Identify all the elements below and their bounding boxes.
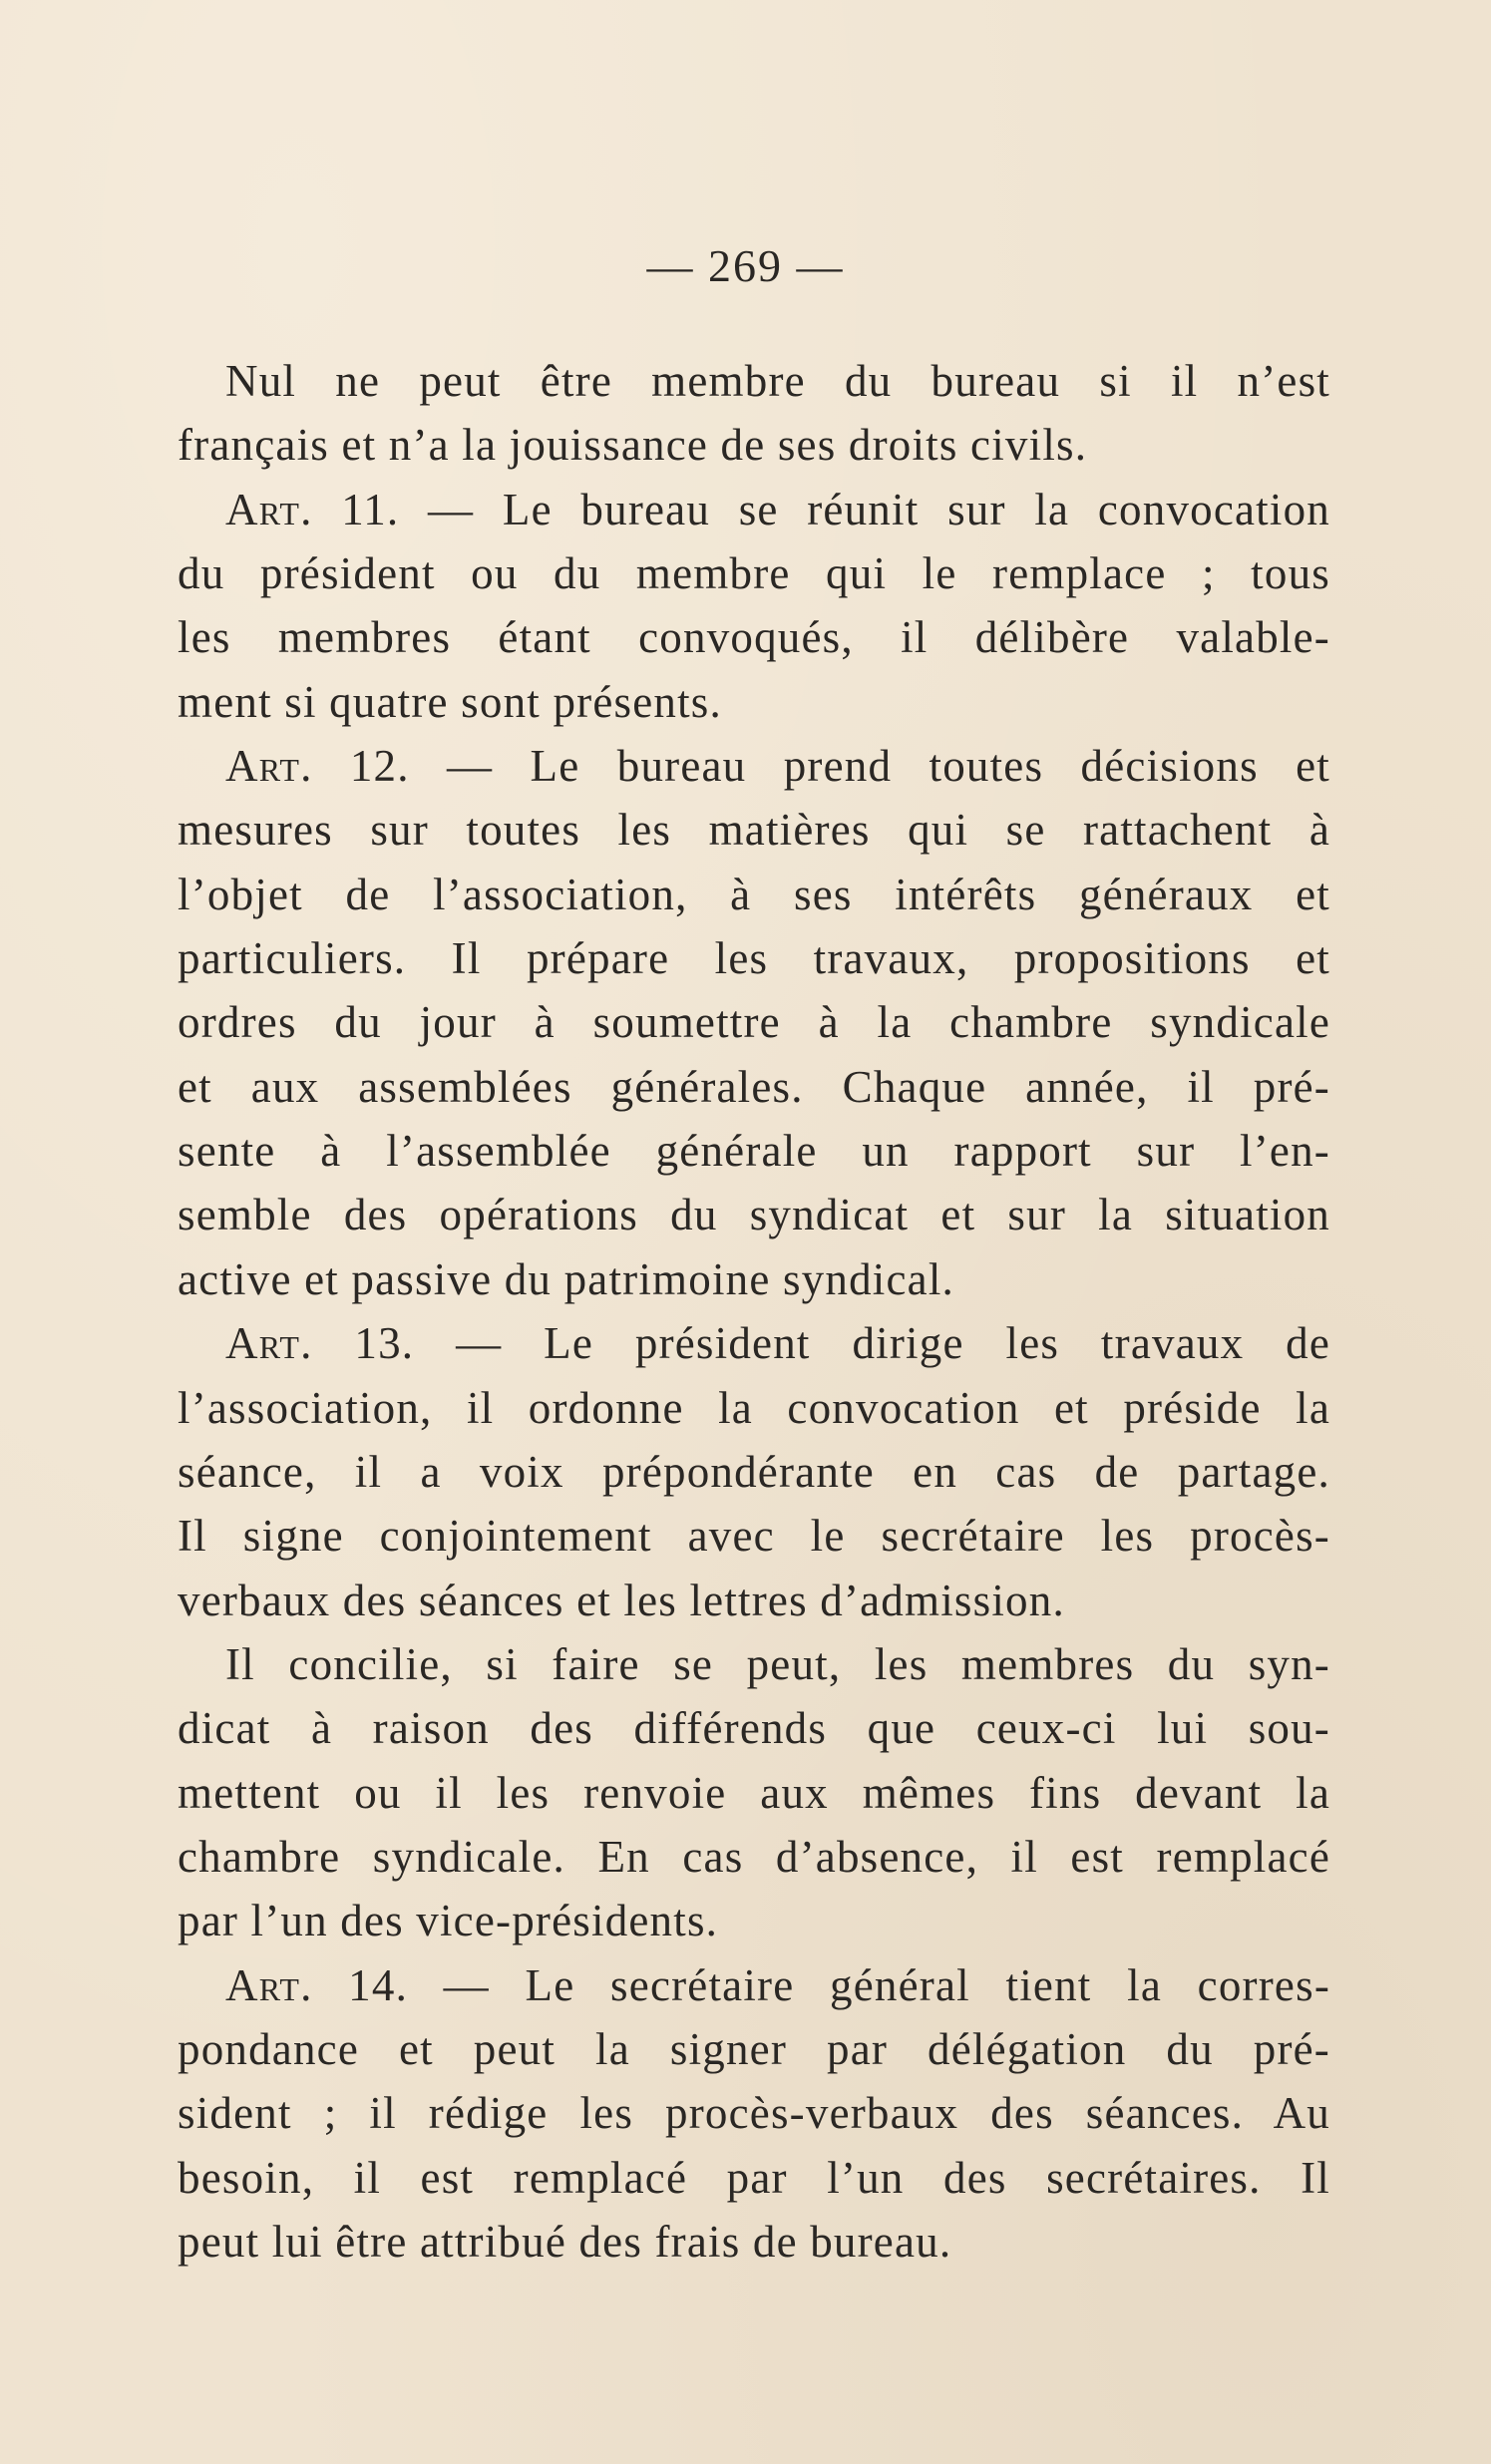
text-line: active et passive du patrimoine syndical. [178, 1253, 954, 1304]
text-line: ordres du jour à soumettre à la chambre syndicale [178, 997, 1330, 1048]
text-line: les membres étant convoqués, il délibère valable- [178, 612, 1330, 663]
text-line: par l’un des vice-présidents. [178, 1896, 719, 1946]
text-line: Il signe conjointement avec le secrétaire les procès- [178, 1511, 1330, 1562]
text-line: du président ou du membre qui le remplace ; tous [178, 548, 1330, 599]
text-line: mettent ou il les renvoie aux mêmes fins devant la [178, 1767, 1330, 1818]
text-line: verbaux des séances et les lettres d’admission. [178, 1575, 1065, 1625]
text-line [178, 1953, 1330, 2017]
text-line: besoin, il est remplacé par l’un des secrétaires. Il [178, 2152, 1330, 2203]
text-line: pondance et peut la signer par délégation du pré- [178, 2023, 1330, 2074]
text-line [178, 734, 1330, 798]
line-text: 11. — Le bureau se réunit sur la convocation [312, 484, 1330, 534]
line-text: 14. — Le secrétaire général tient la corres- [312, 1959, 1330, 2010]
text-line: mesures sur toutes les matières qui se rattachent à [178, 805, 1330, 856]
text-line [178, 1311, 1330, 1375]
text-line: sente à l’assemblée générale un rapport sur l’en- [178, 1126, 1330, 1177]
text-line: particuliers. Il prépare les travaux, propositions et [178, 933, 1330, 984]
text-line: chambre syndicale. En cas d’absence, il est remplacé [178, 1831, 1330, 1882]
article-label: Art. [225, 741, 313, 792]
page-number: — 269 — [646, 240, 845, 291]
text-line: l’objet de l’association, à ses intérêts généraux et [178, 869, 1330, 919]
text-line: sident ; il rédige les procès-verbaux des séances. Au [178, 2088, 1330, 2139]
text-line: séance, il a voix prépondérante en cas de partage. [178, 1446, 1330, 1497]
article-label: Art. [225, 1318, 313, 1369]
text-line: français et n’a la jouissance de ses droits civils. [178, 420, 1088, 471]
text-line: dicat à raison des différends que ceux-ci lui sou- [178, 1703, 1330, 1754]
article-label: Art. [225, 1959, 313, 2010]
text-line: ment si quatre sont présents. [178, 676, 722, 727]
text-line: peut lui être attribué des frais de bureau. [178, 2216, 952, 2267]
text-line: Nul ne peut être membre du bureau si il n’est [225, 356, 1330, 406]
line-text: 12. — Le bureau prend toutes décisions et [312, 741, 1330, 792]
text-line [178, 478, 1330, 541]
text-line: l’association, il ordonne la convocation et préside la [178, 1382, 1330, 1433]
text-line: semble des opérations du syndicat et sur la situation [178, 1190, 1330, 1240]
line-text: 13. — Le président dirige les travaux de [312, 1318, 1330, 1369]
text-line: Il concilie, si faire se peut, les membres du syn- [225, 1638, 1330, 1689]
text-line: et aux assemblées générales. Chaque année, il pré- [178, 1061, 1330, 1112]
page-body-text [178, 349, 1330, 2274]
article-label: Art. [225, 484, 313, 534]
